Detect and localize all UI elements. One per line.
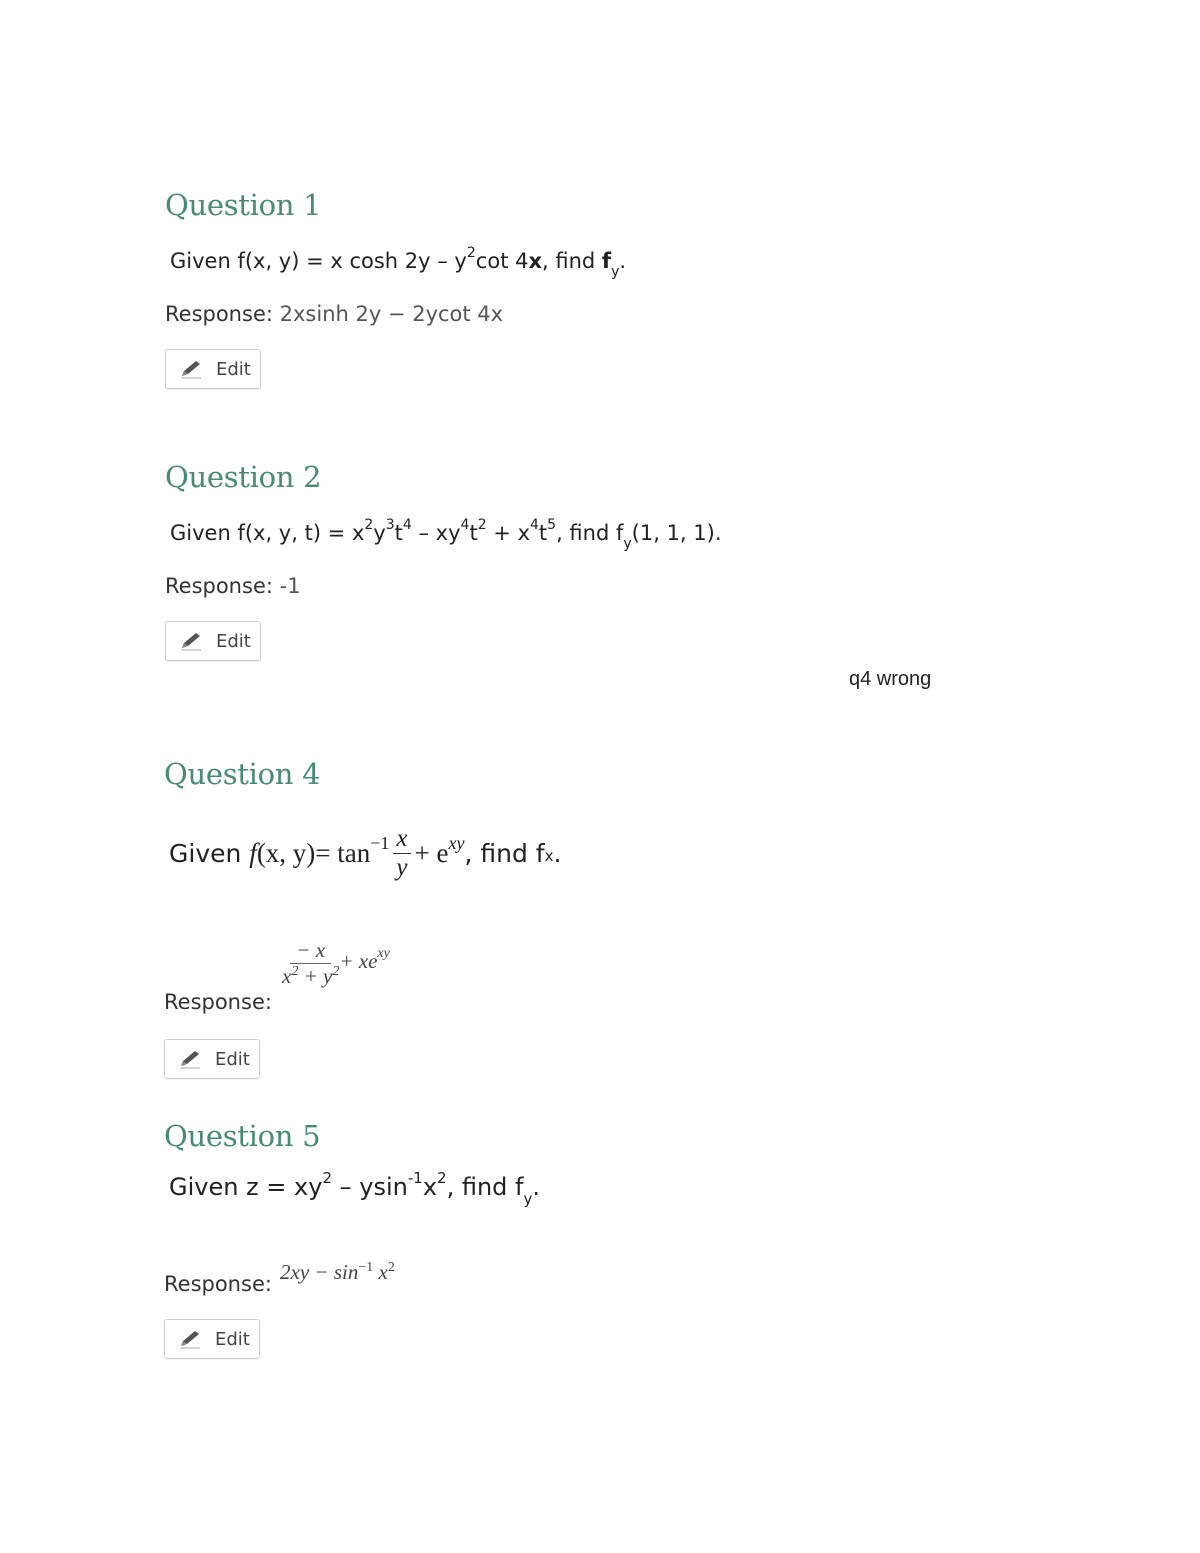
- q1-sub: y: [611, 264, 620, 281]
- q4-f: f: [249, 837, 257, 868]
- q2-sup: 2: [477, 517, 487, 533]
- q5-part: – ysin: [332, 1173, 408, 1201]
- edit-label: Edit: [216, 358, 251, 380]
- question-4-response-value: [282, 938, 390, 989]
- q2-part: t: [538, 521, 548, 545]
- q5-resp-sup: 2: [387, 1260, 395, 1275]
- q5-part: Given z = xy: [169, 1173, 323, 1201]
- q5-sup: 2: [322, 1169, 332, 1187]
- q2-sup: 4: [402, 517, 412, 533]
- q4-plus: + e: [414, 837, 449, 868]
- question-1-title: Question 1: [165, 188, 322, 222]
- question-2-response: [165, 574, 301, 598]
- q2-sup: 4: [460, 517, 470, 533]
- q1-bold-f: f: [601, 249, 612, 273]
- q4-resp-plus-xe: + xe: [339, 949, 378, 973]
- q5-end: .: [532, 1173, 540, 1201]
- question-4-title: Question 4: [164, 757, 321, 791]
- q2-part: t: [394, 521, 403, 545]
- q4-resp-x: x: [282, 964, 292, 988]
- edit-label: Edit: [215, 1048, 250, 1070]
- q5-part: , find f: [446, 1173, 524, 1201]
- response-label: Response:: [165, 574, 273, 598]
- q2-part: Given f(x, y, t) = x: [170, 521, 365, 545]
- edit-button-q1[interactable]: [165, 349, 261, 389]
- edit-button-q5[interactable]: [164, 1319, 260, 1359]
- q5-part: x: [422, 1173, 438, 1201]
- q5-sup: 2: [437, 1169, 447, 1187]
- question-5-title: Question 5: [164, 1119, 321, 1153]
- q4-resp-y: y: [323, 964, 333, 988]
- pencil-icon: [178, 1329, 204, 1349]
- q4-eq: = tan: [315, 837, 371, 868]
- q2-part: – xy: [411, 521, 461, 545]
- handwritten-note: q4 wrong: [849, 668, 932, 690]
- q5-sup: -1: [407, 1169, 423, 1187]
- q4-resp-denominator: [282, 964, 339, 989]
- q4-fraction: [393, 825, 410, 882]
- q1-end: .: [619, 249, 627, 273]
- question-5-text: [169, 1169, 540, 1208]
- q4-numerator: x: [393, 825, 410, 854]
- question-4-text: Given f (x, y) = tan $^{-1}$ $\frac{x}{y}$ + e $^{xy}$ , find f $_x$ .: [169, 824, 562, 881]
- q4-args: (x, y): [256, 837, 316, 868]
- response-value: 2xsinh 2y − 2ycot 4x: [279, 302, 504, 326]
- edit-label: Edit: [215, 1328, 250, 1350]
- question-1-response: [165, 302, 503, 326]
- q1-part: Given f(x, y) = x cosh 2y – y: [170, 249, 467, 273]
- q4-resp-plus: +: [298, 964, 323, 988]
- q4-resp-x-sup: 2: [291, 964, 299, 979]
- q2-sup: 5: [547, 517, 557, 533]
- q1-part: , find: [542, 249, 602, 273]
- response-label: Response:: [164, 990, 272, 1014]
- edit-button-q4[interactable]: [164, 1039, 260, 1079]
- q5-sub: y: [523, 1189, 533, 1208]
- q4-resp-y-sup: 2: [332, 964, 340, 979]
- response-label: Response:: [165, 302, 273, 326]
- q4-end: .: [553, 838, 562, 868]
- question-2-text: [170, 517, 722, 553]
- q2-sub: y: [623, 536, 632, 553]
- q4-denominator: y: [396, 853, 408, 881]
- q4-resp-fraction: [282, 938, 339, 989]
- pencil-icon: [178, 1049, 204, 1069]
- q5-resp-sup: −1: [358, 1260, 374, 1275]
- q5-resp-part: 2xy − sin: [280, 1260, 359, 1284]
- question-1-text: [170, 245, 627, 281]
- pencil-icon: [179, 359, 205, 379]
- response-label: Response:: [164, 1272, 272, 1296]
- q2-sup: 4: [530, 517, 539, 533]
- question-2-title: Question 2: [165, 460, 322, 494]
- question-5-response-value: [280, 1260, 395, 1285]
- q1-bold-x: x: [528, 249, 543, 273]
- q4-resp-numerator: − x: [290, 938, 331, 964]
- edit-button-q2[interactable]: [165, 621, 261, 661]
- q1-part: cot 4: [475, 249, 529, 273]
- pencil-icon: [179, 631, 205, 651]
- question-5-response-label: [164, 1272, 272, 1296]
- q4-given: Given: [169, 838, 242, 868]
- response-value: -1: [279, 574, 301, 598]
- q2-part: t: [469, 521, 478, 545]
- q4-resp-exp: xy: [377, 945, 390, 961]
- q4-find: , find f: [464, 838, 545, 868]
- q2-part: + x: [486, 521, 530, 545]
- q2-sup: 3: [385, 517, 395, 533]
- q5-resp-part: x: [373, 1260, 388, 1284]
- q2-part: y: [373, 521, 386, 545]
- question-4-response-label: [164, 990, 272, 1014]
- edit-label: Edit: [216, 630, 251, 652]
- q1-sup: 2: [466, 245, 476, 261]
- q2-sup: 2: [364, 517, 374, 533]
- q2-part: (1, 1, 1).: [631, 521, 722, 545]
- q2-part: , find f: [556, 521, 624, 545]
